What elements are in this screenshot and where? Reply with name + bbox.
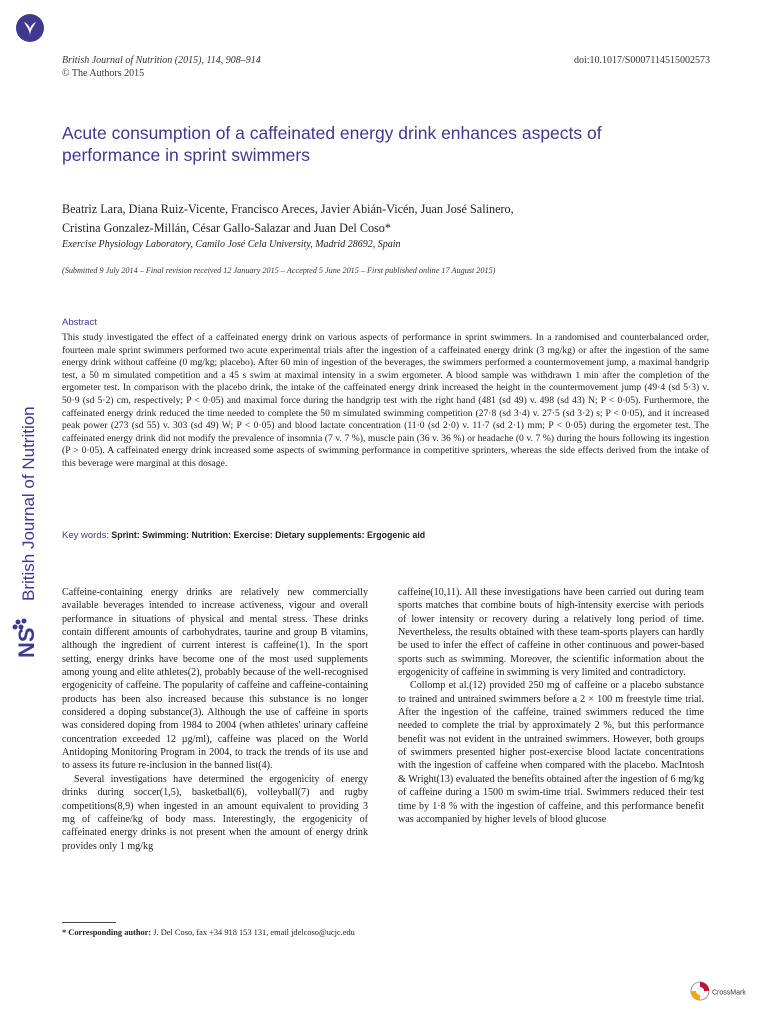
leaf-icon xyxy=(16,14,44,42)
authors-line-1: Beatriz Lara, Diana Ruiz-Vicente, Francisco Areces, Javier Abián-Vicén, Juan José Salinero, xyxy=(62,202,514,216)
author-list xyxy=(62,200,712,237)
journal-vertical-title xyxy=(8,355,44,605)
title-line-1: Acute consumption of a caffeinated energy drink enhances aspects of xyxy=(62,123,602,143)
abstract-text: This study investigated the effect of a caffeinated energy drink on various aspects of performance in sprint swimmers. In a randomised and counterbalanced order, fourteen male sprint swimmers performed two acute experimental trials after the ingestion of a caffeinated energy drink (3 mg/kg) or after the ingestion of the same energy drink without caffeine (0 mg/kg; placebo). After 60 min of ingestion of the beverages, the swimmers performed a countermovement jump, a maximal handgrip test, a 50 m simulated competition and a 45 s swim at maximal intensity in a swim ergometer. A blood sample was withdrawn 1 min after the completion of the ergometer test. In comparison with the placebo drink, the intake of the caffeinated energy drink increased the height in the countermovement jump (49·4 (sd 5·3) v. 50·9 (sd 5·2) cm, respectively; P < 0·05) and maximal force during the handgrip test with the right hand (481 (sd 49) v. 498 (sd 43) N; P < 0·05). Furthermore, the caffeinated energy drink reduced the time needed to complete the 50 m simulated swimming competition (27·8 (sd 3·4) v. 27·5 (sd 3·2) s; P < 0·05), and it increased peak power (273 (sd 55) v. 303 (sd 49) W; P < 0·05) and blood lactate concentration (11·0 (sd 2·0) v. 11·7 (sd 2·1) mm; P < 0·05) during the ergometer test. The caffeinated energy drink did not modify the prevalence of insomnia (7 v. 7 %), muscle pain (36 v. 36 %) or headache (0 v. 7 %) during the hours following its ingestion (P > 0·05). A caffeinated energy drink increased some aspects of swimming performance in competitive sprinters, whereas the side effects derived from the intake of this beverage were marginal at this dosage. xyxy=(62,332,709,469)
footnote-text: J. Del Coso, fax +34 918 153 131, email jdelcoso@ucjc.edu xyxy=(153,928,355,937)
publisher-logo xyxy=(10,618,40,662)
copyright: © The Authors 2015 xyxy=(62,67,145,79)
body-column-right xyxy=(398,586,704,826)
footnote-divider xyxy=(62,922,116,923)
authors-line-2: Cristina Gonzalez-Millán, César Gallo-Salazar and Juan Del Coso* xyxy=(62,220,391,235)
footnote-label: * Corresponding author: xyxy=(62,928,152,937)
svg-text:NS: NS xyxy=(14,627,39,658)
corresponding-author-footnote xyxy=(62,928,662,937)
affiliation: Exercise Physiology Laboratory, Camilo José Cela University, Madrid 28692, Spain xyxy=(62,239,401,250)
keywords xyxy=(62,530,712,541)
keywords-text: Sprint: Swimming: Nutrition: Exercise: Dietary supplements: Ergogenic aid xyxy=(111,530,426,540)
paragraph: caffeine(10,11). All these investigations have been carried out during team sports matches that combine bouts of high-intensity exercise with periods of lower intensity or recovery during a relatively long period of time. Nevertheless, the results obtained with these team-sports players can hardly be used to infer the effect of caffeine in other continuous and power-based sports such as swimming. Moreover, the scientific information about the ergogenicity of caffeine in swimming is very limited and contradictory. xyxy=(398,587,704,679)
journal-header xyxy=(62,55,261,80)
paragraph: Caffeine-containing energy drinks are relatively new commercially available beverages intended to increase activeness, vigour and overall performance in situations of physical and mental stress. These drinks contain different amounts of carbohydrates, taurine and group B vitamins, although the ingredient of current interest is caffeine(1). In the sport setting, energy drinks have become one of the most used supplements among young and elite athletes(2), probably because of the well-recognised ergogenicity of caffeine. The popularity of caffeine and caffeine-containing products has been also increased because this substance is no longer considered a doping substance(3). Although the use of caffeine in sports was considered doping from 1984 to 2004 (when athletes' urinary caffeine concentration exceeded 12 µg/ml), caffeine was placed on the World Antidoping Monitoring Program in 2004, to track the trends of its use and to assess its future re-inclusion in the banned list(4). xyxy=(62,587,368,772)
crossmark-badge[interactable] xyxy=(690,980,760,1002)
article-title xyxy=(62,122,702,166)
body-column-left xyxy=(62,586,368,853)
paragraph: Several investigations have determined the ergogenicity of energy drinks during soccer(1,5), basketball(6), volleyball(7) and rugby competitions(8,9) when ingested in an amount equivalent to providing 3 mg of caffeine/kg of body mass. Interestingly, the ergogenicity of caffeinated energy drinks is not present when the amount of energy drink provides only 1 mg/kg xyxy=(62,773,368,852)
title-line-2: performance in sprint swimmers xyxy=(62,145,310,165)
keywords-label: Key words: xyxy=(62,530,109,541)
doi: doi:10.1017/S0007114515002573 xyxy=(573,55,710,66)
paragraph: Collomp et al.(12) provided 250 mg of caffeine or a placebo substance to trained and untrained swimmers before a 2 × 100 m freestyle time trial. After the ingestion of the caffeine, trained swimmers reduced the time needed to complete the trial by approximately 2 %, but this performance benefit was not evident in the untrained swimmers. However, both groups of swimmers presented higher post-exercise blood lactate concentrations with the ingestion of caffeine when compared with the placebo. MacIntosh & Wright(13) evaluated the benefits obtained after the ingestion of 6 mg/kg of caffeine during a 1500 m swim-time trial. Swimmers reduced their test time by 1·8 % with the ingestion of caffeine, and this performance benefit was accompanied by higher levels of blood glucose xyxy=(398,680,704,825)
submission-dates: (Submitted 9 July 2014 – Final revision received 12 January 2015 – Accepted 5 June 2015 – First published online 17 August 2015) xyxy=(62,266,496,275)
svg-text:British Journal of Nutrition: British Journal of Nutrition xyxy=(19,406,38,601)
abstract-heading: Abstract xyxy=(62,317,97,328)
svg-text:CrossMark: CrossMark xyxy=(712,989,746,997)
citation: British Journal of Nutrition (2015), 114, 908–914 xyxy=(62,55,261,66)
